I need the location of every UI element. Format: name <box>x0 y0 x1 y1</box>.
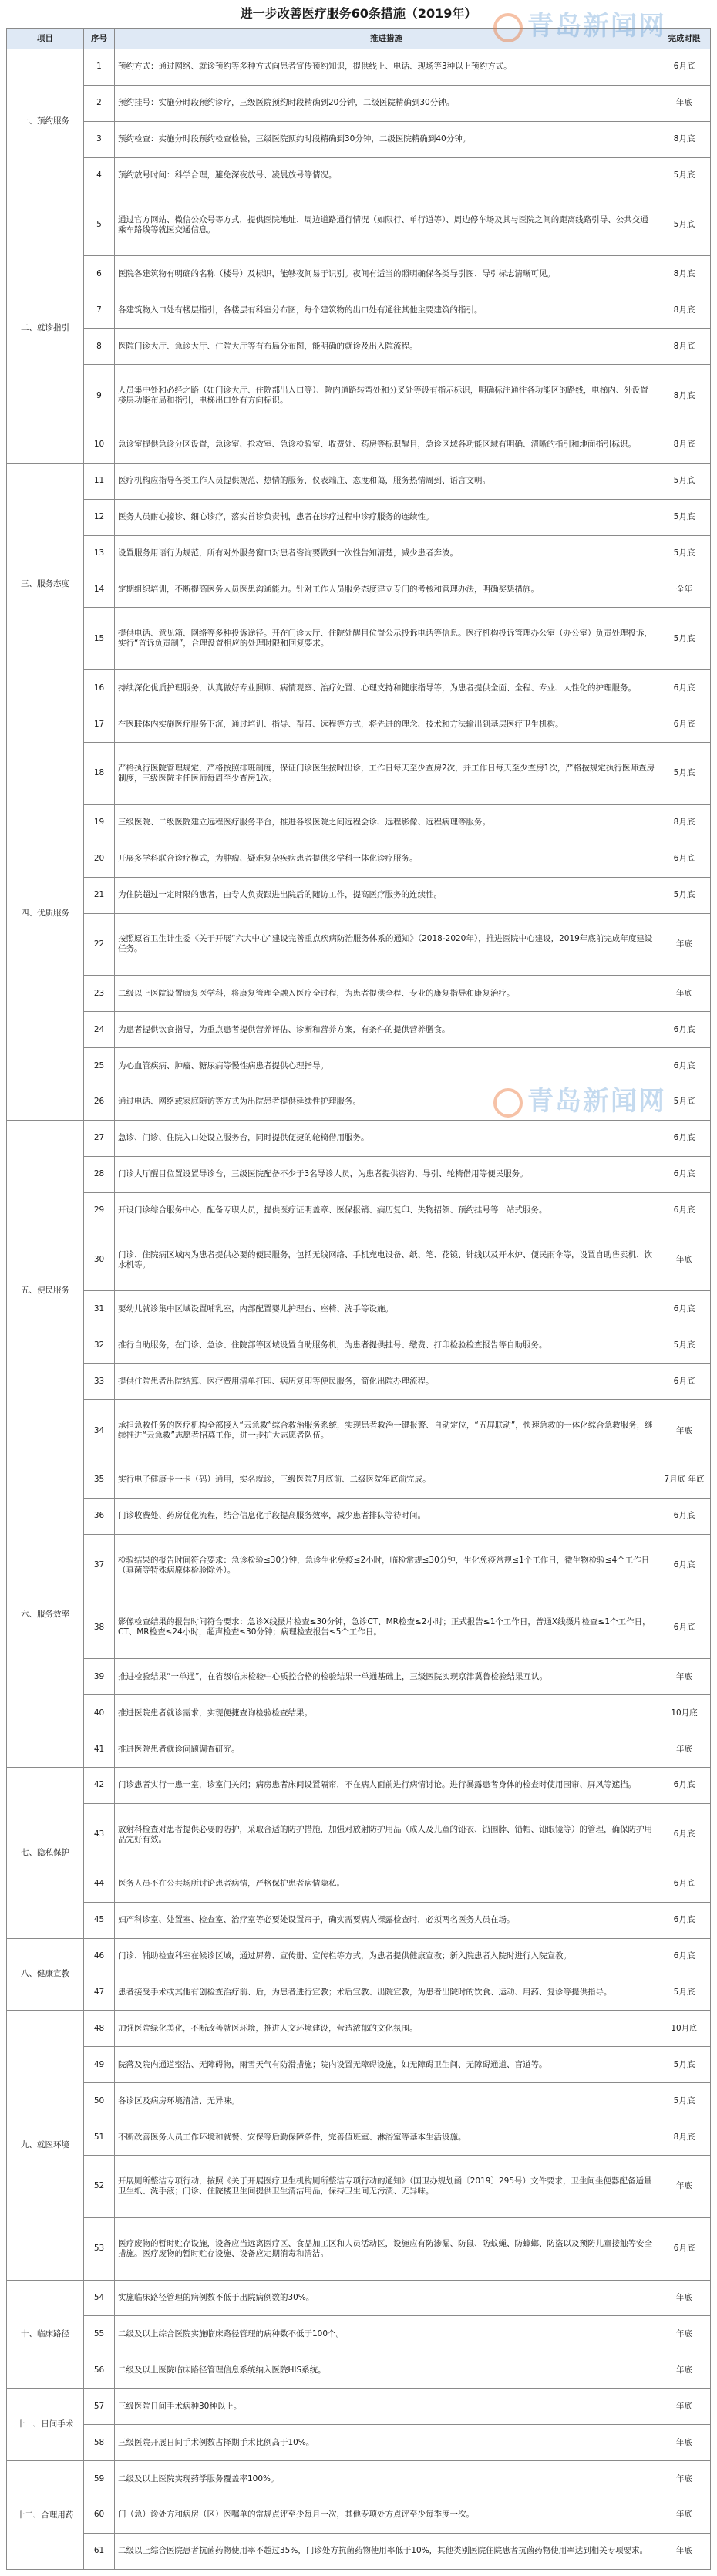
table-row <box>7 2047 711 2083</box>
measure-text: 加强医院绿化美化，不断改善就医环境，推进人文环境建设，营造浓郁的文化氛围。 <box>115 2011 658 2047</box>
deadline: 年底 <box>658 2389 711 2425</box>
measure-text: 开展多学科联合诊疗模式，为肿瘤、疑难复杂疾病患者提供多学科一体化诊疗服务。 <box>115 841 658 877</box>
table-row <box>7 2389 711 2425</box>
deadline: 5月底 <box>658 877 711 913</box>
row-number: 3 <box>84 121 115 157</box>
measure-text: 患者接受手术或其他有创检查治疗前、后，为患者进行宣教；术后宣教、出院宣教，为患者出院时的饮食、运动、用药、复诊等提供指导。 <box>115 1974 658 2011</box>
table-row <box>7 1902 711 1938</box>
measure-text: 急诊、门诊、住院入口处设立服务台，同时提供便捷的轮椅借用服务。 <box>115 1120 658 1156</box>
measure-text: 医院各建筑物有明确的名称（楼号）及标识，能够夜间易于识别。夜间有适当的照明确保各类导引图、导引标志清晰可见。 <box>115 256 658 292</box>
deadline: 8月底 <box>658 256 711 292</box>
row-number: 11 <box>84 463 115 499</box>
row-number: 34 <box>84 1400 115 1462</box>
deadline: 年底 <box>658 2155 711 2217</box>
deadline: 5月底 <box>658 499 711 535</box>
row-number: 53 <box>84 2217 115 2280</box>
table-row <box>7 1938 711 1974</box>
measure-text: 三级医院、二级医院建立远程医疗服务平台，推进各级医院之间远程会诊、远程影像、远程病理等服务。 <box>115 804 658 841</box>
measures-table <box>6 28 711 2570</box>
deadline: 年底 <box>658 2280 711 2316</box>
table-row <box>7 1364 711 1400</box>
row-number: 38 <box>84 1597 115 1659</box>
row-number: 20 <box>84 841 115 877</box>
table-row <box>7 2155 711 2217</box>
measure-text: 要幼儿就诊集中区域设置哺乳室，内部配置婴儿护理台、座椅、洗手等设施。 <box>115 1291 658 1327</box>
measure-text: 放射科检查对患者提供必要的防护，采取合适的防护措施，加强对放射防护用品（成人及儿童的铅衣、铅围脖、铅帽、铅眼镜等）的管理，确保防护用品完好有效。 <box>115 1803 658 1866</box>
category-cell: 五、便民服务 <box>7 1120 84 1462</box>
row-number: 47 <box>84 1974 115 2011</box>
table-row <box>7 2352 711 2389</box>
row-number: 44 <box>84 1866 115 1902</box>
table-row <box>7 1156 711 1192</box>
row-number: 35 <box>84 1462 115 1498</box>
measure-text: 三级医院开展日间手术例数占择期手术比例高于10%。 <box>115 2425 658 2461</box>
deadline: 6月底 <box>658 706 711 743</box>
deadline: 5月底 <box>658 1327 711 1364</box>
row-number: 33 <box>84 1364 115 1400</box>
deadline: 8月底 <box>658 804 711 841</box>
row-number: 61 <box>84 2533 115 2569</box>
row-number: 57 <box>84 2389 115 2425</box>
measure-text: 院落及院内通道整洁、无障碍物，雨雪天气有防滑措施；院内设置无障碍设施，如无障碍卫生间、无障碍通道、盲道等。 <box>115 2047 658 2083</box>
table-row <box>7 1120 711 1156</box>
row-number: 37 <box>84 1534 115 1597</box>
measure-text: 二级以上综合医院患者抗菌药物使用率不超过35%，门诊处方抗菌药物使用率低于10%，其他类别医院住院患者抗菌药物使用率达到相关专项要求。 <box>115 2533 658 2569</box>
deadline: 6月底 <box>658 2217 711 2280</box>
table-row <box>7 1084 711 1121</box>
row-number: 4 <box>84 157 115 194</box>
table-row <box>7 1803 711 1866</box>
measure-text: 各诊区及病房环境清洁、无异味。 <box>115 2083 658 2119</box>
table-row <box>7 329 711 365</box>
measure-text: 按照原省卫生计生委《关于开展“六大中心”建设完善重点疾病防治服务体系的通知》（2018-2020年），推进医院中心建设，2019年底前完成年度建设任务。 <box>115 913 658 976</box>
table-row <box>7 1659 711 1695</box>
deadline: 5月底 <box>658 2083 711 2119</box>
table-row <box>7 841 711 877</box>
measure-text: 推进医院患者就诊问题调查研究。 <box>115 1731 658 1768</box>
table-row <box>7 499 711 535</box>
table-body <box>7 49 711 2570</box>
table-row <box>7 1695 711 1731</box>
measure-text: 门诊、辅助检查科室在候诊区域，通过屏幕、宣传册、宣传栏等方式，为患者提供健康宣教；新入院患者入院时进行入院宣教。 <box>115 1938 658 1974</box>
measure-text: 通过官方网站、微信公众号等方式，提供医院地址、周边道路通行情况（如限行、单行道等）、周边停车场及其与医院之间的距离线路引导、公共交通乘车路线等就医交通信息。 <box>115 194 658 256</box>
row-number: 32 <box>84 1327 115 1364</box>
row-number: 43 <box>84 1803 115 1866</box>
deadline: 8月底 <box>658 427 711 463</box>
row-number: 27 <box>84 1120 115 1156</box>
table-row <box>7 743 711 805</box>
table-row <box>7 804 711 841</box>
deadline: 6月底 <box>658 841 711 877</box>
measure-text: 为心血管疾病、肿瘤、糖尿病等慢性病患者提供心理指导。 <box>115 1048 658 1084</box>
row-number: 18 <box>84 743 115 805</box>
table-row <box>7 157 711 194</box>
measure-text: 二级以上医院设置康复医学科，将康复管理全融入医疗全过程，为患者提供全程、专业的康复指导和康复治疗。 <box>115 976 658 1012</box>
table-row <box>7 1048 711 1084</box>
row-number: 21 <box>84 877 115 913</box>
row-number: 8 <box>84 329 115 365</box>
measure-text: 实施临床路径管理的病例数不低于出院病例数的30%。 <box>115 2280 658 2316</box>
row-number: 28 <box>84 1156 115 1192</box>
category-cell: 十二、合理用药 <box>7 2461 84 2570</box>
deadline: 6月底 <box>658 1192 711 1229</box>
table-row <box>7 1229 711 1291</box>
deadline: 年底 <box>658 1659 711 1695</box>
deadline: 5月底 <box>658 157 711 194</box>
row-number: 39 <box>84 1659 115 1695</box>
measure-text: 影像检查结果的报告时间符合要求：急诊X线摄片检查≤30分钟，急诊CT、MR检查≤2小时；正式报告≤1个工作日，普通X线摄片检查≤1个工作日，CT、MR检查≤24小时，超声检查≤30分钟；病理检查报告≤5个工作日。 <box>115 1597 658 1659</box>
deadline: 年底 <box>658 1229 711 1291</box>
deadline: 6月底 <box>658 1597 711 1659</box>
deadline: 年底 <box>658 976 711 1012</box>
category-cell: 十一、日间手术 <box>7 2389 84 2461</box>
table-row <box>7 49 711 86</box>
row-number: 26 <box>84 1084 115 1121</box>
deadline: 6月底 <box>658 670 711 706</box>
measure-text: 承担急救任务的医疗机构全部接入“云急救”综合救治服务系统，实现患者救治一键报警、自动定位，“五屏联动”，快速急救的一体化综合急救服务，继续推进“云急救”志愿者招募工作，进一步扩大志愿者队伍。 <box>115 1400 658 1462</box>
header-measure: 推进措施 <box>115 29 658 49</box>
table-row <box>7 1597 711 1659</box>
row-number: 6 <box>84 256 115 292</box>
table-row <box>7 2083 711 2119</box>
table-row <box>7 1012 711 1048</box>
table-row <box>7 1192 711 1229</box>
row-number: 29 <box>84 1192 115 1229</box>
row-number: 15 <box>84 608 115 670</box>
measure-text: 为患者提供饮食指导，为重点患者提供营养评估、诊断和营养方案，有条件的提供营养膳食。 <box>115 1012 658 1048</box>
measure-text: 提供住院患者出院结算、医疗费用清单打印、病历复印等便民服务，简化出院办理流程。 <box>115 1364 658 1400</box>
measure-text: 二级及以上医院实现药学服务覆盖率100%。 <box>115 2461 658 2497</box>
deadline: 6月底 <box>658 1902 711 1938</box>
deadline: 5月底 <box>658 743 711 805</box>
table-row <box>7 427 711 463</box>
measure-text: 医务人员不在公共场所讨论患者病情，严格保护患者病情隐私。 <box>115 1866 658 1902</box>
row-number: 36 <box>84 1498 115 1534</box>
deadline: 5月底 <box>658 194 711 256</box>
measure-text: 预约放号时间：科学合理，避免深夜放号、凌晨放号等情况。 <box>115 157 658 194</box>
category-cell: 一、预约服务 <box>7 49 84 194</box>
row-number: 19 <box>84 804 115 841</box>
table-row <box>7 2217 711 2280</box>
deadline: 6月底 <box>658 1768 711 1804</box>
deadline: 5月底 <box>658 608 711 670</box>
deadline: 8月底 <box>658 329 711 365</box>
row-number: 14 <box>84 572 115 608</box>
table-row <box>7 2316 711 2352</box>
table-row <box>7 1974 711 2011</box>
measure-text: 急诊室提供急诊分区设置，急诊室、抢救室、急诊检验室、收费处、药房等标识醒目，急诊区域各功能区域有明确、清晰的指引和地面指引标识。 <box>115 427 658 463</box>
table-row <box>7 572 711 608</box>
measure-text: 门（急）诊处方和病房（区）医嘱单的常规点评至少每月一次，其他专项处方点评至少每季度一次。 <box>115 2497 658 2533</box>
table-row <box>7 85 711 121</box>
table-row <box>7 194 711 256</box>
table-row <box>7 1462 711 1498</box>
row-number: 45 <box>84 1902 115 1938</box>
deadline: 6月底 <box>658 1364 711 1400</box>
deadline: 7月底 年底 <box>658 1462 711 1498</box>
measure-text: 推行自助服务，在门诊、急诊、住院部等区域设置自助服务机，为患者提供挂号、缴费、打印检验检查报告等自助服务。 <box>115 1327 658 1364</box>
row-number: 25 <box>84 1048 115 1084</box>
table-row <box>7 976 711 1012</box>
row-number: 2 <box>84 85 115 121</box>
row-number: 41 <box>84 1731 115 1768</box>
row-number: 46 <box>84 1938 115 1974</box>
table-row <box>7 706 711 743</box>
measure-text: 三级医院日间手术病种30种以上。 <box>115 2389 658 2425</box>
measure-text: 检验结果的报告时间符合要求：急诊检验≤30分钟，急诊生化免疫≤2小时，临检常规≤30分钟，生化免疫常规≤1个工作日，微生物检验≤4个工作日（真菌等特殊病原体检验除外）。 <box>115 1534 658 1597</box>
table-row <box>7 1498 711 1534</box>
category-cell: 六、服务效率 <box>7 1462 84 1767</box>
deadline: 6月底 <box>658 1291 711 1327</box>
measure-text: 开设门诊综合服务中心，配备专职人员，提供医疗证明盖章、医保报销、病历复印、失物招领、预约挂号等一站式服务。 <box>115 1192 658 1229</box>
table-row <box>7 292 711 329</box>
measure-text: 推进检验结果“一单通”，在省级临床检验中心质控合格的检验结果一单通基础上，三级医院实现京津冀鲁检验结果互认。 <box>115 1659 658 1695</box>
header-category: 项目 <box>7 29 84 49</box>
category-cell: 十、临床路径 <box>7 2280 84 2389</box>
measure-text: 推进医院患者就诊需求，实现便捷查询检验检查结果。 <box>115 1695 658 1731</box>
row-number: 49 <box>84 2047 115 2083</box>
table-row <box>7 2533 711 2569</box>
deadline: 年底 <box>658 1400 711 1462</box>
table-row <box>7 2425 711 2461</box>
deadline: 5月底 <box>658 1084 711 1121</box>
deadline: 年底 <box>658 1731 711 1768</box>
deadline: 6月底 <box>658 1498 711 1534</box>
table-row <box>7 1731 711 1768</box>
measure-text: 提供电话、意见箱、网络等多种投诉途径。开在门诊大厅、住院处醒目位置公示投诉电话等信息。医疗机构投诉管理办公室（办公室）负责处理投诉，实行“首诉负责制”，合理设置相应的处理时限和回复要求。 <box>115 608 658 670</box>
table-row <box>7 1291 711 1327</box>
table-row <box>7 121 711 157</box>
row-number: 22 <box>84 913 115 976</box>
measure-text: 持续深化优质护理服务，认真做好专业照顾、病情观察、治疗处置、心理支持和健康指导等，为患者提供全面、全程、专业、人性化的护理服务。 <box>115 670 658 706</box>
header-number: 序号 <box>84 29 115 49</box>
row-number: 24 <box>84 1012 115 1048</box>
deadline: 6月底 <box>658 1866 711 1902</box>
measure-text: 实行电子健康卡一卡（码）通用，实名就诊，三级医院7月底前、二级医院年底前完成。 <box>115 1462 658 1498</box>
table-row <box>7 2461 711 2497</box>
row-number: 17 <box>84 706 115 743</box>
row-number: 9 <box>84 365 115 427</box>
category-cell: 八、健康宣教 <box>7 1938 84 2011</box>
deadline: 年底 <box>658 2497 711 2533</box>
measure-text: 妇产科诊室、处置室、检查室、治疗室等必要处设置帘子，确实需要病人裸露检查时，必须两名医务人员在场。 <box>115 1902 658 1938</box>
row-number: 16 <box>84 670 115 706</box>
measure-text: 门诊、住院病区域内为患者提供必要的便民服务，包括无线网络、手机充电设备、纸、笔、花镜、针线以及开水炉、便民雨伞等，设置自助售卖机、饮水机等。 <box>115 1229 658 1291</box>
deadline: 6月底 <box>658 1012 711 1048</box>
row-number: 59 <box>84 2461 115 2497</box>
category-cell: 三、服务态度 <box>7 463 84 706</box>
deadline: 8月底 <box>658 2119 711 2156</box>
table-row <box>7 2011 711 2047</box>
deadline: 10月底 <box>658 1695 711 1731</box>
category-cell: 四、优质服务 <box>7 706 84 1121</box>
measure-text: 通过电话、网络或家庭随访等方式为出院患者提供延续性护理服务。 <box>115 1084 658 1121</box>
row-number: 56 <box>84 2352 115 2389</box>
deadline: 年底 <box>658 2352 711 2389</box>
table-row <box>7 256 711 292</box>
table-row <box>7 535 711 572</box>
deadline: 6月底 <box>658 1534 711 1597</box>
category-cell: 七、隐私保护 <box>7 1768 84 1939</box>
row-number: 52 <box>84 2155 115 2217</box>
table-row <box>7 1400 711 1462</box>
deadline: 5月底 <box>658 1974 711 2011</box>
table-row <box>7 608 711 670</box>
measure-text: 二级及以上综合医院实施临床路径管理的病种数不低于100个。 <box>115 2316 658 2352</box>
deadline: 年底 <box>658 2461 711 2497</box>
deadline: 6月底 <box>658 1803 711 1866</box>
row-number: 1 <box>84 49 115 86</box>
row-number: 40 <box>84 1695 115 1731</box>
deadline: 6月底 <box>658 1156 711 1192</box>
measure-text: 定期组织培训，不断提高医务人员医患沟通能力。针对工作人员服务态度建立专门的考核和管理办法，明确奖惩措施。 <box>115 572 658 608</box>
deadline: 8月底 <box>658 292 711 329</box>
deadline: 8月底 <box>658 365 711 427</box>
row-number: 54 <box>84 2280 115 2316</box>
deadline: 年底 <box>658 2316 711 2352</box>
table-row <box>7 1534 711 1597</box>
header-deadline: 完成时限 <box>658 29 711 49</box>
row-number: 42 <box>84 1768 115 1804</box>
measure-text: 开展厕所整洁专项行动，按照《关于开展医疗卫生机构厕所整洁专项行动的通知》（国卫办规划函〔2019〕295号）文件要求，卫生间坐便器配备适量卫生纸、洗手液；门诊、住院楼卫生间提供卫生清洁用品，保持卫生间无污渍、无异味。 <box>115 2155 658 2217</box>
category-cell: 二、就诊指引 <box>7 194 84 463</box>
deadline: 6月底 <box>658 1120 711 1156</box>
deadline: 6月底 <box>658 1938 711 1974</box>
deadline: 年底 <box>658 85 711 121</box>
measure-text: 各建筑物入口处有楼层指引，各楼层有科室分布图，每个建筑物的出口处有通往其他主要建筑的指引。 <box>115 292 658 329</box>
row-number: 48 <box>84 2011 115 2047</box>
table-row <box>7 2119 711 2156</box>
table-row <box>7 365 711 427</box>
row-number: 12 <box>84 499 115 535</box>
measure-text: 门诊收费处、药房优化流程，结合信息化手段提高服务效率，减少患者排队等待时间。 <box>115 1498 658 1534</box>
deadline: 全年 <box>658 572 711 608</box>
measure-text: 预约挂号：实施分时段预约诊疗，三级医院预约时段精确到20分钟，二级医院精确到30分钟。 <box>115 85 658 121</box>
measure-text: 医疗废物的暂时贮存设施，设备应当远离医疗区、食品加工区和人员活动区，设施应有防渗漏、防鼠、防蚊蝇、防蟑螂、防盗以及预防儿童接触等安全措施。医疗废物的暂时贮存设施、设备应定期消毒和清洁。 <box>115 2217 658 2280</box>
table-header-row <box>7 29 711 49</box>
measure-text: 为住院超过一定时限的患者，由专人负责跟进出院后的随访工作，提高医疗服务的连续性。 <box>115 877 658 913</box>
measure-text: 预约方式：通过网络、就诊预约等多种方式向患者宣传预约知识，提供线上、电话、现场等3种以上预约方式。 <box>115 49 658 86</box>
category-cell: 九、就医环境 <box>7 2011 84 2280</box>
watermark-text: 青岛新闻网 <box>527 11 666 42</box>
row-number: 30 <box>84 1229 115 1291</box>
row-number: 7 <box>84 292 115 329</box>
row-number: 5 <box>84 194 115 256</box>
row-number: 31 <box>84 1291 115 1327</box>
table-row <box>7 463 711 499</box>
measure-text: 设置服务用语行为规范，所有对外服务窗口对患者咨询要做到一次性告知清楚，减少患者奔波。 <box>115 535 658 572</box>
table-row <box>7 1768 711 1804</box>
table-row <box>7 913 711 976</box>
measure-text: 门诊患者实行一患一室，诊室门关闭；病房患者床间设置隔帘，不在病人面前进行病情讨论。进行暴露患者身体的检查时使用围帘、屏风等遮挡。 <box>115 1768 658 1804</box>
watermark-text: 青岛新闻网 <box>527 1086 666 1117</box>
measure-text: 医务人员耐心接诊、细心诊疗，落实首诊负责制，患者在诊疗过程中诊疗服务的连续性。 <box>115 499 658 535</box>
table-row <box>7 2280 711 2316</box>
deadline: 5月底 <box>658 535 711 572</box>
measure-text: 医院门诊大厅、急诊大厅、住院大厅等有布局分布图，能明确的就诊及出入院流程。 <box>115 329 658 365</box>
row-number: 55 <box>84 2316 115 2352</box>
measure-text: 预约检查：实施分时段预约检查检验，三级医院预约时段精确到30分钟，二级医院精确到40分钟。 <box>115 121 658 157</box>
deadline: 年底 <box>658 2425 711 2461</box>
measure-text: 二级及以上医院临床路径管理信息系统纳入医院HIS系统。 <box>115 2352 658 2389</box>
deadline: 年底 <box>658 2533 711 2569</box>
measure-text: 人员集中处和必经之路（如门诊大厅、住院部出入口等）、院内道路转弯处和分叉处等设有指示标识，明确标注通往各功能区的路线，电梯内、外设置楼层功能布局和指引，电梯出口处有方向标识。 <box>115 365 658 427</box>
measure-text: 不断改善医务人员工作环境和就餐、安保等后勤保障条件，完善值班室、淋浴室等基本生活设施。 <box>115 2119 658 2156</box>
row-number: 50 <box>84 2083 115 2119</box>
measure-text: 医疗机构应指导各类工作人员提供规范、热情的服务，仪表端庄、态度和蔼，服务热情周到、语言文明。 <box>115 463 658 499</box>
deadline: 8月底 <box>658 121 711 157</box>
deadline: 6月底 <box>658 49 711 86</box>
table-row <box>7 877 711 913</box>
table-row <box>7 670 711 706</box>
row-number: 51 <box>84 2119 115 2156</box>
deadline: 5月底 <box>658 2047 711 2083</box>
table-row <box>7 2497 711 2533</box>
deadline: 10月底 <box>658 2011 711 2047</box>
measure-text: 门诊大厅醒目位置设置导诊台，三级医院配备不少于3名导诊人员，为患者提供咨询、导引、轮椅借用等便民服务。 <box>115 1156 658 1192</box>
row-number: 60 <box>84 2497 115 2533</box>
row-number: 13 <box>84 535 115 572</box>
deadline: 年底 <box>658 913 711 976</box>
table-row <box>7 1327 711 1364</box>
measure-text: 在医联体内实施医疗服务下沉，通过培训、指导、帮带、远程等方式，将先进的理念、技术和方法输出到基层医疗卫生机构。 <box>115 706 658 743</box>
document-title: 进一步改善医疗服务60条措施（2019年） <box>240 6 477 21</box>
table-row <box>7 1866 711 1902</box>
row-number: 23 <box>84 976 115 1012</box>
deadline: 5月底 <box>658 463 711 499</box>
measure-text: 严格执行医院管理规定，严格按照排班制度，保证门诊医生按时出诊，工作日每天至少查房2次，并工作日每天至少查房1次，严格按规定执行医师查房制度，三级医院主任医师每周至少查房1次。 <box>115 743 658 805</box>
row-number: 58 <box>84 2425 115 2461</box>
row-number: 10 <box>84 427 115 463</box>
deadline: 6月底 <box>658 1048 711 1084</box>
